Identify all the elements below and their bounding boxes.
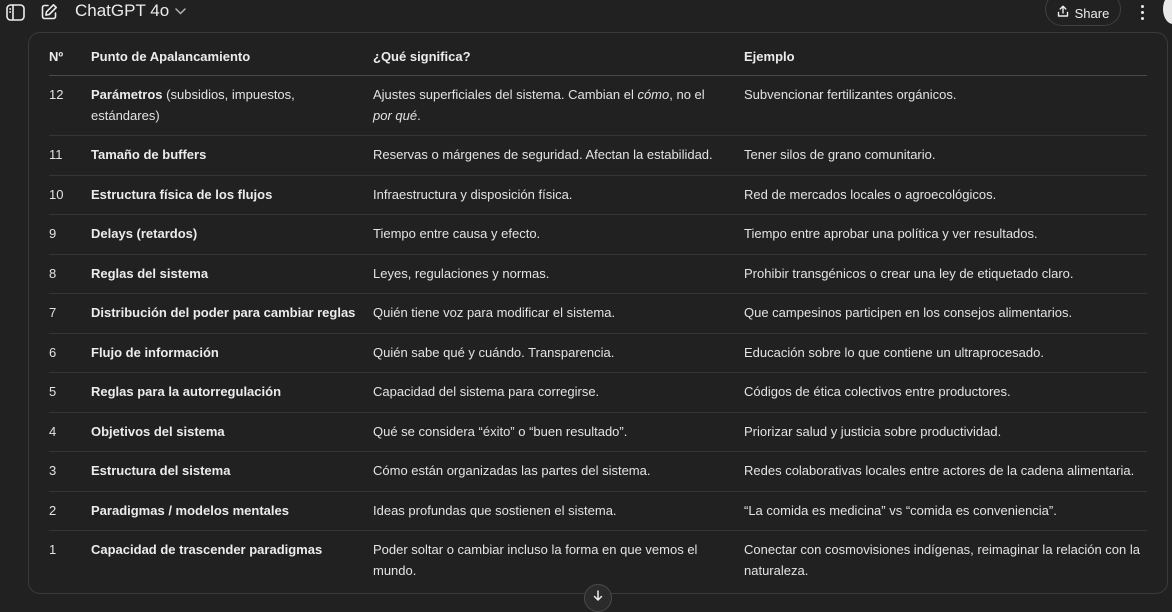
table-row (49, 491, 1147, 531)
row-example: Red de mercados locales o agroecológicos. (744, 175, 1147, 215)
row-point-bold: Tamaño de buffers (91, 147, 207, 162)
leverage-points-table (49, 39, 1147, 590)
scroll-to-bottom-button[interactable] (584, 584, 612, 612)
arrow-down-icon (592, 590, 604, 605)
row-meaning: Cómo están organizadas las partes del sistema. (373, 452, 744, 492)
row-example: Priorizar salud y justicia sobre productividad. (744, 412, 1147, 452)
row-point-bold: Estructura física de los flujos (91, 186, 273, 202)
row-example: Que campesinos participen en los consejos alimentarios. (744, 294, 1147, 334)
row-example: Educación sobre lo que contiene un ultraprocesado. (744, 333, 1147, 373)
row-point (91, 531, 373, 591)
row-point-bold: Delays (retardos) (91, 226, 198, 241)
sidebar-toggle-icon[interactable] (4, 2, 26, 22)
row-number: 6 (49, 333, 91, 373)
row-point-bold: Reglas para la autorregulación (91, 384, 282, 399)
row-number: 1 (49, 542, 57, 557)
row-meaning: Reservas o márgenes de seguridad. Afectan la estabilidad. (373, 136, 744, 176)
meaning-part: . (417, 107, 421, 123)
row-number: 2 (49, 491, 91, 531)
table-row (49, 412, 1147, 452)
row-number: 10 (49, 175, 91, 215)
row-meaning: Quién sabe qué y cuándo. Transparencia. (373, 333, 744, 373)
row-point (91, 136, 373, 176)
row-point-bold: Parámetros (91, 87, 163, 102)
row-point-bold: Flujo de información (91, 344, 219, 360)
row-example: Conectar con cosmovisiones indígenas, reimaginar la relación con la naturaleza. (744, 542, 1140, 578)
table-row (49, 76, 1147, 136)
row-point (91, 254, 373, 294)
row-point-bold: Paradigmas / modelos mentales (91, 502, 289, 518)
row-point-bold: Reglas del sistema (91, 265, 209, 281)
row-point-bold: Distribución del poder para cambiar reglas (91, 305, 356, 320)
column-header-example: Ejemplo (744, 39, 1147, 76)
more-options-icon[interactable] (1133, 2, 1151, 22)
row-number: 8 (49, 254, 91, 294)
row-example: Prohibir transgénicos o crear una ley de etiquetado claro. (744, 254, 1147, 294)
row-meaning (373, 531, 744, 591)
row-meaning: Quién tiene voz para modificar el sistema. (373, 294, 744, 334)
table-header-row (49, 39, 1147, 76)
table-row (49, 136, 1147, 176)
chevron-down-icon (175, 6, 186, 18)
share-label: Share (1074, 5, 1110, 21)
model-title: ChatGPT 4o (75, 1, 170, 20)
meaning-emphasis: cómo (637, 87, 670, 102)
table-row (49, 175, 1147, 215)
row-point (91, 294, 373, 334)
avatar[interactable] (1163, 0, 1172, 24)
row-number: 4 (49, 412, 91, 452)
row-meaning: Tiempo entre causa y efecto. (373, 215, 744, 255)
row-meaning: Leyes, regulaciones y normas. (373, 254, 744, 294)
meaning-part: , no el (669, 87, 705, 102)
row-example: “La comida es medicina” vs “comida es conveniencia”. (744, 491, 1147, 531)
top-bar (0, 0, 1172, 26)
row-meaning (373, 76, 744, 136)
row-example: Redes colaborativas locales entre actores de la cadena alimentaria. (744, 452, 1147, 492)
row-number: 5 (49, 373, 91, 413)
column-header-number: Nº (49, 39, 91, 76)
row-point (91, 333, 373, 373)
row-point-rest: (subsidios, impuestos, estándares) (91, 87, 295, 123)
column-header-meaning: ¿Qué significa? (373, 39, 744, 76)
column-header-point: Punto de Apalancamiento (91, 39, 373, 76)
table-row (49, 373, 1147, 413)
meaning-emphasis: por qué (373, 107, 418, 123)
row-point (91, 412, 373, 452)
table-row (49, 215, 1147, 255)
model-selector[interactable] (75, 1, 186, 21)
table-row (49, 333, 1147, 373)
table-row (49, 294, 1147, 334)
table-row (49, 254, 1147, 294)
new-chat-icon[interactable] (38, 2, 60, 22)
share-button[interactable] (1045, 0, 1121, 26)
row-point-bold: Objetivos del sistema (91, 423, 225, 439)
row-meaning: Ideas profundas que sostienen el sistema. (373, 491, 744, 531)
row-point-bold: Estructura del sistema (91, 463, 231, 478)
row-meaning: Qué se considera “éxito” o “buen resultado”. (373, 412, 744, 452)
row-number: 3 (49, 452, 91, 492)
table-row (49, 531, 1147, 591)
row-meaning: Capacidad del sistema para corregirse. (373, 373, 744, 413)
row-meaning-text: Poder soltar o cambiar incluso la forma en que vemos el mundo. (373, 542, 698, 578)
row-point (91, 373, 373, 413)
row-example: Subvencionar fertilizantes orgánicos. (744, 76, 1147, 136)
share-icon (1057, 5, 1069, 21)
leverage-points-table-card (28, 32, 1168, 594)
row-point (91, 491, 373, 531)
meaning-part: Ajustes superficiales del sistema. Cambian el (373, 87, 638, 102)
row-example: Tiempo entre aprobar una política y ver resultados. (744, 215, 1147, 255)
row-point (91, 452, 373, 492)
row-number: 9 (49, 215, 91, 255)
row-number: 12 (49, 76, 91, 136)
row-point-bold: Capacidad de trascender paradigmas (91, 542, 323, 557)
row-point (91, 215, 373, 255)
row-number: 11 (49, 136, 91, 176)
table-row (49, 452, 1147, 492)
row-point (91, 175, 373, 215)
row-meaning: Infraestructura y disposición física. (373, 175, 744, 215)
row-example: Tener silos de grano comunitario. (744, 136, 1147, 176)
row-example: Códigos de ética colectivos entre productores. (744, 373, 1147, 413)
row-number: 7 (49, 294, 91, 334)
row-point (91, 76, 373, 136)
